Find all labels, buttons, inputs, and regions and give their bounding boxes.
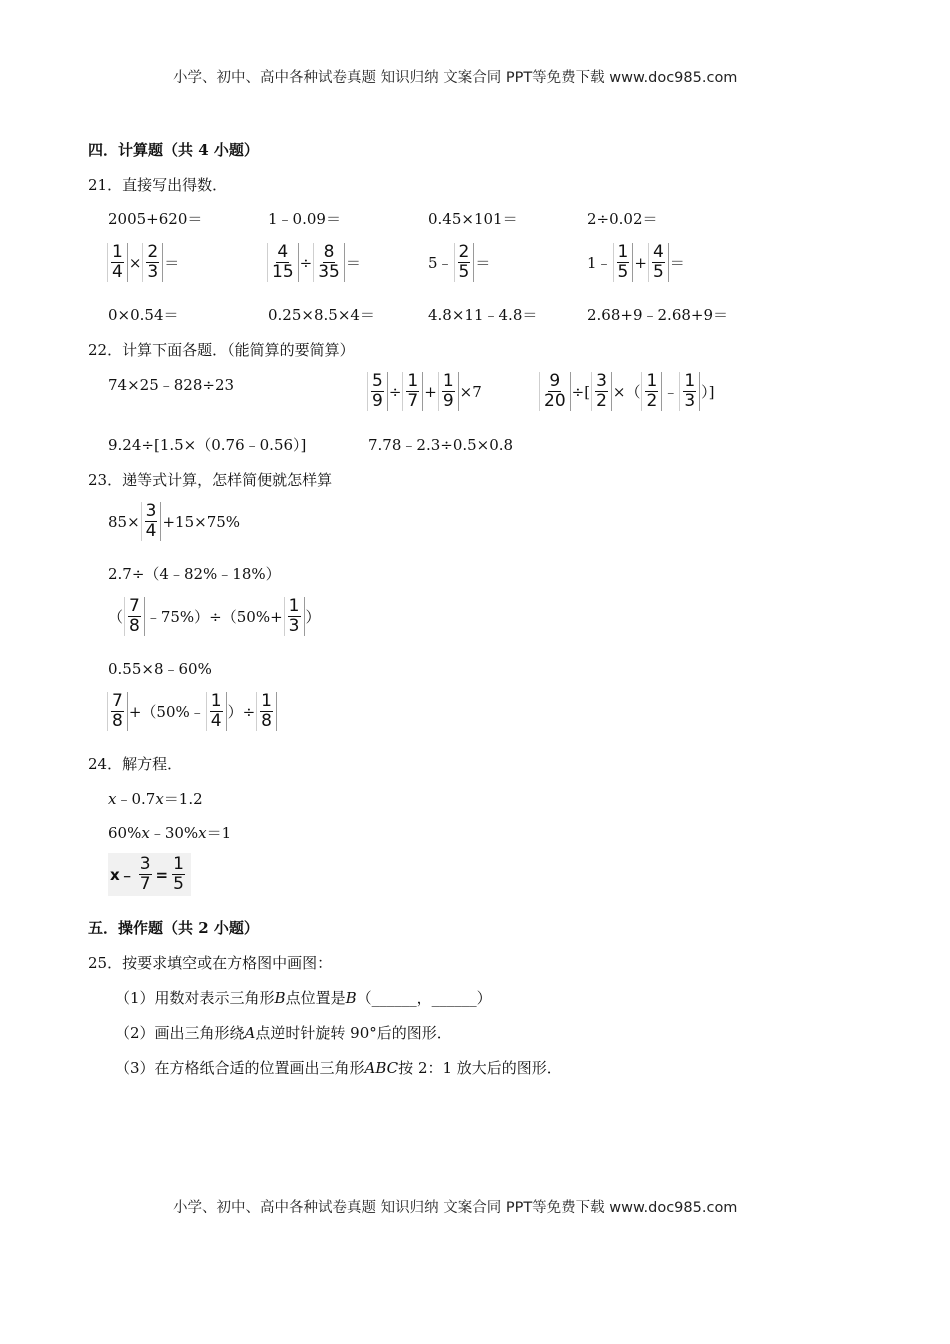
numerator: 1 xyxy=(173,854,184,874)
denominator: 35 xyxy=(318,262,340,282)
fraction xyxy=(402,372,423,411)
q24-b: 60%x﹣30%x＝1 xyxy=(108,824,232,842)
q23-d: 0.55×8﹣60% xyxy=(108,660,212,678)
q21-r1-c: 0.45×101＝ xyxy=(428,210,518,228)
numerator: 2 xyxy=(458,242,470,262)
fraction xyxy=(142,243,163,282)
fraction xyxy=(591,372,612,411)
numerator: 7 xyxy=(129,596,140,616)
page-header: 小学、初中、高中各种试卷真题 知识归纳 文案合同 PPT等免费下载 www.doc985.com xyxy=(173,70,738,86)
denominator: 7 xyxy=(139,874,151,894)
fraction xyxy=(454,243,475,282)
numerator: 5 xyxy=(372,371,383,391)
fraction xyxy=(641,372,662,411)
denominator: 15 xyxy=(272,262,294,282)
denominator: 5 xyxy=(458,262,470,282)
numerator: 4 xyxy=(652,242,664,262)
numerator: 8 xyxy=(323,242,335,262)
q22-d: 9.24÷[1.5×（0.76﹣0.56）] xyxy=(108,436,307,454)
numerator: 3 xyxy=(596,371,607,391)
q23-a: 85× $\frac{3}{4}$ +15×75% xyxy=(108,501,241,541)
q21-r1-b: 1﹣0.09＝ xyxy=(268,210,341,228)
denominator: 9 xyxy=(372,391,383,411)
denominator: 9 xyxy=(442,391,454,411)
numerator: 1 xyxy=(617,242,629,262)
q25-part-3: （3）在方格纸合适的位置画出三角形ABC按 2：1 放大后的图形． xyxy=(115,1059,562,1077)
denominator: 2 xyxy=(646,391,658,411)
q24-title: 24．解方程． xyxy=(88,755,183,773)
q21-r3-a: 0×0.54＝ xyxy=(108,306,179,324)
numerator: 1 xyxy=(112,242,123,262)
q21-r1-a: 2005+620＝ xyxy=(108,210,203,228)
denominator: 7 xyxy=(407,391,419,411)
numerator: 1 xyxy=(210,691,222,711)
numerator: 1 xyxy=(261,691,272,711)
q24-c: x﹣ $\frac{3}{7}$ = $\frac{1}{5}$ xyxy=(108,853,191,896)
section-5-title: 五．操作题（共 2 小题） xyxy=(88,919,259,937)
q22-a: 74×25﹣828÷23 xyxy=(108,376,235,394)
q21-r1-d: 2÷0.02＝ xyxy=(587,210,658,228)
fraction xyxy=(613,243,634,282)
numerator: 4 xyxy=(277,242,289,262)
denominator: 20 xyxy=(544,391,566,411)
denominator: 3 xyxy=(684,391,696,411)
fraction xyxy=(107,243,128,282)
denominator: 4 xyxy=(112,262,123,282)
q21-r3-c: 4.8×11﹣4.8＝ xyxy=(428,306,538,324)
denominator: 5 xyxy=(652,262,664,282)
denominator: 5 xyxy=(173,874,184,894)
q21-r3-d: 2.68+9﹣2.68+9＝ xyxy=(587,306,729,324)
section-4-title: 四．计算题（共 4 小题） xyxy=(88,141,259,159)
fraction xyxy=(124,597,145,636)
numerator: 1 xyxy=(684,371,696,391)
q25-title: 25．按要求填空或在方格图中画图： xyxy=(88,954,333,972)
fraction xyxy=(141,502,162,541)
denominator: 4 xyxy=(145,521,157,541)
fraction xyxy=(267,243,299,282)
denominator: 2 xyxy=(596,391,607,411)
q22-e: 7.78﹣2.3÷0.5×0.8 xyxy=(368,436,514,454)
denominator: 5 xyxy=(617,262,629,282)
numerator: 3 xyxy=(145,501,157,521)
fraction xyxy=(438,372,459,411)
fraction xyxy=(256,692,277,731)
denominator: 8 xyxy=(129,616,140,636)
numerator: 1 xyxy=(288,596,300,616)
fraction xyxy=(136,855,155,894)
denominator: 4 xyxy=(210,711,222,731)
page-footer: 小学、初中、高中各种试卷真题 知识归纳 文案合同 PPT等免费下载 www.doc985.com xyxy=(173,1200,738,1216)
q25-part-1: （1）用数对表示三角形B点位置是B（______，______） xyxy=(115,989,492,1007)
q22-title: 22．计算下面各题．（能简算的要简算） xyxy=(88,341,355,359)
q21-r2-d: 1﹣ $\frac{1}{5}$ + $\frac{4}{5}$ ＝ xyxy=(587,242,685,282)
numerator: 1 xyxy=(646,371,658,391)
numerator: 1 xyxy=(407,371,419,391)
q23-c: （ $\frac{7}{8}$ ﹣75%）÷（50%+ $\frac{1}{3}$ ） xyxy=(108,596,321,636)
fraction xyxy=(539,372,571,411)
fraction xyxy=(367,372,388,411)
q22-b: $\frac{5}{9}$ ÷ $\frac{1}{7}$ + $\frac{1}{9}$ ×7 xyxy=(366,372,482,411)
q24-a: x﹣0.7x＝1.2 xyxy=(108,790,203,808)
numerator: 9 xyxy=(549,371,561,391)
q21-r3-b: 0.25×8.5×4＝ xyxy=(268,306,375,324)
fraction xyxy=(679,372,700,411)
denominator: 8 xyxy=(261,711,272,731)
q21-r2-c: 5﹣ $\frac{2}{5}$ ＝ xyxy=(428,242,491,282)
q21-r2-a: $\frac{1}{4}$ × $\frac{2}{3}$ ＝ xyxy=(106,243,179,282)
denominator: 3 xyxy=(288,616,300,636)
denominator: 3 xyxy=(147,262,159,282)
q23-e: $\frac{7}{8}$ +（50%﹣ $\frac{1}{4}$ ）÷ $\frac{1}{8}$ xyxy=(106,692,278,731)
fraction xyxy=(648,243,669,282)
numerator: 3 xyxy=(139,854,151,874)
numerator: 2 xyxy=(147,242,159,262)
numerator: 7 xyxy=(112,691,123,711)
fraction xyxy=(107,692,128,731)
q23-title: 23．递等式计算，怎样简便就怎样算 xyxy=(88,471,333,489)
q23-b: 2.7÷（4﹣82%﹣18%） xyxy=(108,565,281,583)
fraction xyxy=(206,692,227,731)
fraction xyxy=(284,597,305,636)
q25-part-2: （2）画出三角形绕A点逆时针旋转 90°后的图形． xyxy=(115,1024,452,1042)
denominator: 8 xyxy=(112,711,123,731)
numerator: 1 xyxy=(442,371,454,391)
q21-title: 21．直接写出得数． xyxy=(88,176,228,194)
fraction xyxy=(169,855,188,894)
q22-c: $\frac{9}{20}$ ÷[ $\frac{3}{2}$ ×（ $\frac{1}{2}$ ﹣ $\frac{1}{3}$ ）] xyxy=(538,372,715,411)
fraction xyxy=(313,243,345,282)
q21-r2-b: $\frac{4}{15}$ ÷ $\frac{8}{35}$ ＝ xyxy=(266,243,361,282)
